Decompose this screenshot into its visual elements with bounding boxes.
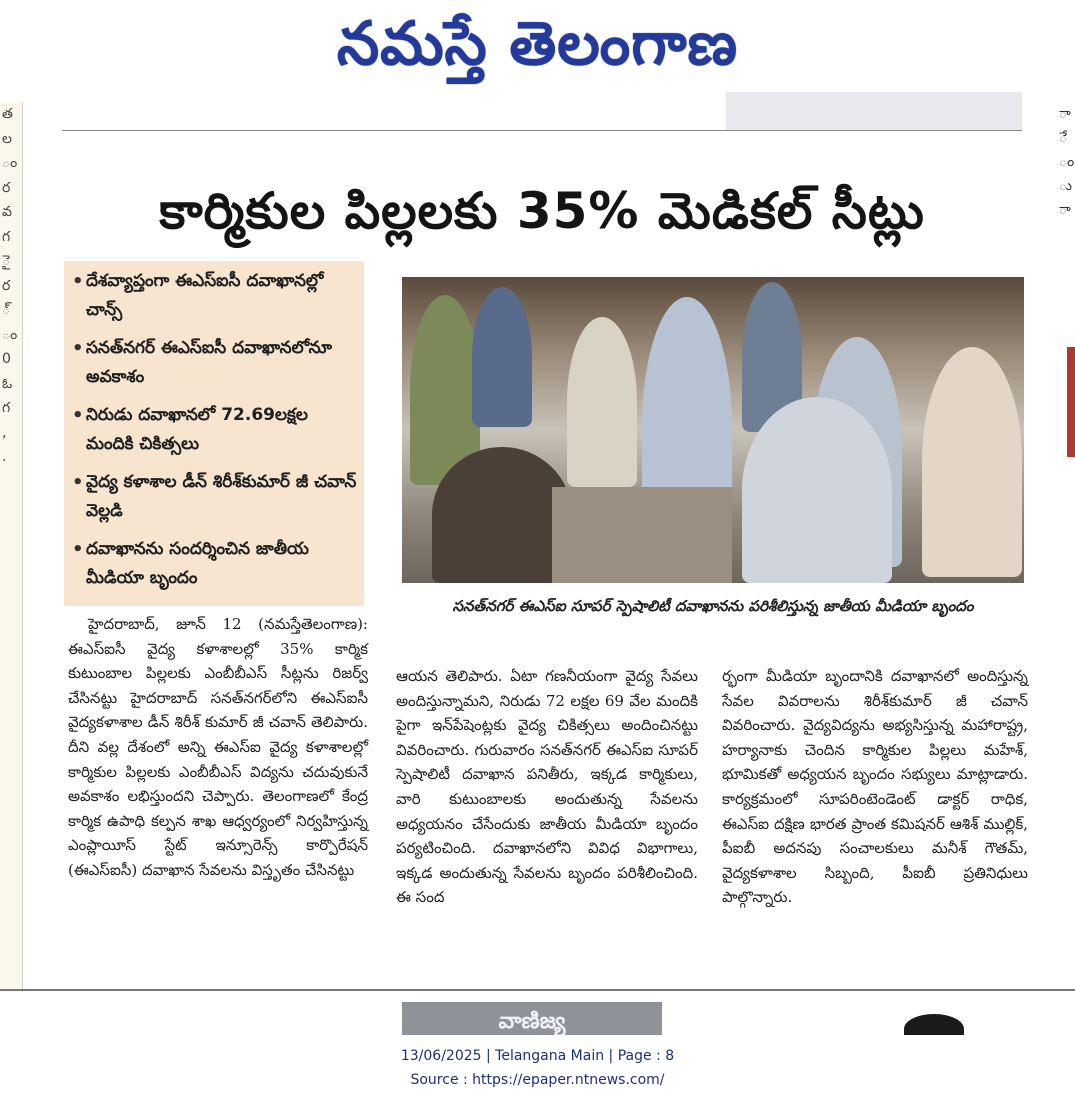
highlight-item: • వైద్య కళాశాల డీన్ శిరీశ్‌కుమార్ జీ చవాన్ వెల్లడి (72, 468, 358, 526)
headline: కార్మికుల పిల్లలకు 35% మెడికల్ సీట్లు (159, 182, 925, 240)
next-article-edge (0, 1002, 1075, 1035)
section-tag (402, 1002, 662, 1035)
adjacent-ad-strip (1067, 347, 1075, 457)
article-column-3: ర్భంగా మీడియా బృందానికి దవాఖానలో అందిస్తున్న సేవల వివరాలను శిరీశ్‌కుమార్ జీ చవాన్ వివరించారు. వైద్యవిద్యను అభ్యసిస్తున్న మహారాష్ట్ర, హర్యానాకు చెందిన కార్మికుల పిల్లలు మహేశ్, భూమికతో అధ్యయన బృందం సభ్యులు మాట్లాడారు. కార్యక్రమంలో సూపరింటెండెంట్ డాక్టర్ రాధిక, ఈఎస్ఐ దక్షిణ భారత ప్రాంత కమిషనర్ ఆశిశ్ ముల్లిక్, పీఐబీ అదనపు సంచాలకులు మనీశ్ గౌతమ్, వైద్యకళాశాల సిబ్బంది, పీఐబీ ప్రతినిధులు పాల్గొన్నారు. (722, 667, 1028, 907)
newspaper-clipping (0, 92, 1075, 1035)
highlight-item: • దవాఖానను సందర్శించిన జాతీయ మీడియా బృందం (72, 535, 358, 593)
previous-article-edge (62, 92, 1022, 131)
article-column-1: హైదరాబాద్, జూన్ 12 (నమస్తేతెలంగాణ): ఈఎస్ఐసీ వైద్య కళాశాలల్లో 35% కార్మిక కుటుంబాల పిల్లలకు ఎంబీబీఎస్ సీట్లను రిజర్వ్ చేసినట్టు హైదరాబాద్ సనత్‌నగర్‌లోని ఈఎస్ఐసీ వైద్యకళాశాల డీన్ శిరీశ్ కుమార్ జీ చవాన్ తెలిపారు. దీని వల్ల దేశంలో అన్ని ఈఎస్ఐ వైద్య కళాశాలల్లో కార్మికుల పిల్లలకు ఎంబీబీఎస్ విద్యను చదువుకునే అవకాశం లభిస్తుందని చెప్పారు. తెలంగాణలో కేంద్ర కార్మిక ఉపాధి కల్పన శాఖ ఆధ్వర్యంలో నిర్వహిస్తున్న ఎంప్లాయీస్ స్టేట్ ఇన్సూరెన్స్ కార్పొరేషన్ (ఈఎస్ఐసీ) దవాఖాన సేవలను విస్తృతం చేసినట్టు (68, 615, 368, 879)
article-column-2: ఆయన తెలిపారు. ఏటా గణనీయంగా వైద్య సేవలు అందిస్తున్నామని, నిరుడు 72 లక్షల 69 వేల మందికి పైగా ఇన్‌పేషెంట్లకు వైద్య చికిత్సలు అందించినట్టు వివరించారు. గురువారం సనత్‌నగర్ ఈఎస్ఐ సూపర్ స్పెషాలిటీ దవాఖాన పనితీరు, ఇక్కడ కార్మికులు, వారి కుటుంబాలకు అందుతున్న సేవలను అధ్యయనం చేసేందుకు జాతీయ మీడియా బృందం పర్యటించింది. దవాఖానలోని వివిధ విభాగాలు, ఇక్కడ అందుతున్న సేవలను బృందం పరిశీలించింది. ఈ సంద (396, 667, 698, 907)
page-divider (0, 989, 1075, 991)
adjacent-column-left: త ల ం ర వ గ ై ర ్ ం 0 ఓ గ , . (0, 102, 23, 992)
source-link[interactable]: Source : https://epaper.ntnews.com/ (410, 1072, 665, 1088)
photo-caption: సనత్‌నగర్ ఈఎస్ఐ సూపర్ స్పెషాలిటీ దవాఖానను పరిశీలిస్తున్న జాతీయ మీడియా బృందం (452, 597, 974, 615)
edition-info: 13/06/2025 | Telangana Main | Page : 8 (400, 1048, 675, 1064)
highlights-box (64, 261, 364, 606)
highlight-item: • నిరుడు దవాఖానలో 72.69లక్షల మందికి చికిత్సలు (72, 401, 358, 459)
news-photo (402, 277, 1024, 583)
masthead (0, 0, 1075, 92)
highlight-item: • దేశవ్యాప్తంగా ఈఎస్ఐసీ దవాఖానల్లో చాన్స్ (72, 267, 358, 325)
section-tag-label: వాణిజ్య (498, 1009, 566, 1034)
footer (0, 1044, 1075, 1092)
newspaper-logo: నమస్తే తెలంగాణ (336, 9, 739, 79)
adjacent-column-right: ా ే ం ు ా (1059, 106, 1075, 218)
highlight-item: • సనత్‌నగర్ ఈఎస్ఐసీ దవాఖానలోనూ అవకాశం (72, 334, 358, 392)
